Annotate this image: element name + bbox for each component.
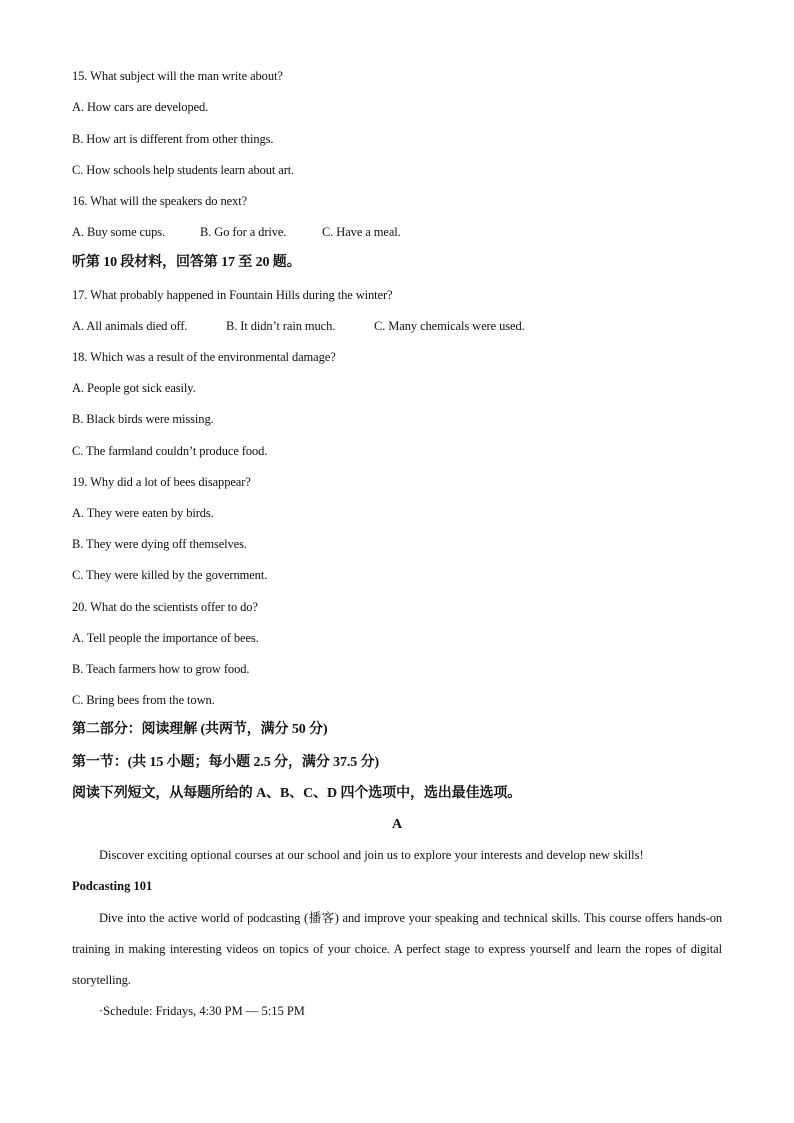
q17-options (72, 318, 525, 334)
q16-option-c: C. Have a meal. (322, 225, 401, 239)
course-schedule: ·Schedule: Fridays, 4:30 PM — 5:15 PM (99, 1004, 305, 1018)
q16-options (72, 224, 401, 240)
q20-option-b: B. Teach farmers how to grow food. (72, 662, 250, 676)
q18-option-a: A. People got sick easily. (72, 381, 196, 395)
passage-intro: Discover exciting optional courses at our school and join us to explore your interests and develop new skills! (99, 848, 644, 862)
q15-option-b: B. How art is different from other things. (72, 132, 274, 146)
question-20: 20. What do the scientists offer to do? (72, 600, 258, 614)
question-17: 17. What probably happened in Fountain Hills during the winter? (72, 288, 393, 302)
passage-label: A (391, 817, 403, 832)
course-title: Podcasting 101 (72, 879, 153, 893)
section-10-heading: 听第 10 段材料，回答第 17 至 20 题。 (72, 255, 301, 270)
q19-option-c: C. They were killed by the government. (72, 568, 268, 582)
q16-option-a: A. Buy some cups. (72, 225, 166, 239)
q18-option-b: B. Black birds were missing. (72, 412, 214, 426)
q17-option-c: C. Many chemicals were used. (374, 319, 525, 333)
question-19: 19. Why did a lot of bees disappear? (72, 475, 251, 489)
q17-option-a: A. All animals died off. (72, 319, 188, 333)
q15-option-c: C. How schools help students learn about art. (72, 163, 295, 177)
q20-option-c: C. Bring bees from the town. (72, 693, 215, 707)
q16-option-b: B. Go for a drive. (200, 225, 287, 239)
q20-option-a: A. Tell people the importance of bees. (72, 631, 259, 645)
reading-section-heading: 第一节：(共 15 小题；每小题 2.5 分，满分 37.5 分) (72, 755, 380, 770)
question-16: 16. What will the speakers do next? (72, 194, 248, 208)
reading-part-heading: 第二部分：阅读理解 (共两节，满分 50 分) (72, 722, 328, 737)
q19-option-a: A. They were eaten by birds. (72, 506, 214, 520)
q18-option-c: C. The farmland couldn’t produce food. (72, 444, 268, 458)
question-15: 15. What subject will the man write about? (72, 69, 283, 83)
q17-option-b: B. It didn’t rain much. (226, 319, 336, 333)
q19-option-b: B. They were dying off themselves. (72, 537, 247, 551)
question-18: 18. Which was a result of the environmental damage? (72, 350, 336, 364)
course-description: Dive into the active world of podcasting (播客) and improve your speaking and technical skills. This course offers hands-on training in making interesting videos on topics of your choice. A perfect stage to express yourself and learn the ropes of digital storytelling. (72, 911, 722, 987)
q15-option-a: A. How cars are developed. (72, 100, 209, 114)
reading-instruction: 阅读下列短文，从每题所给的 A、B、C、D 四个选项中，选出最佳选项。 (72, 786, 522, 801)
